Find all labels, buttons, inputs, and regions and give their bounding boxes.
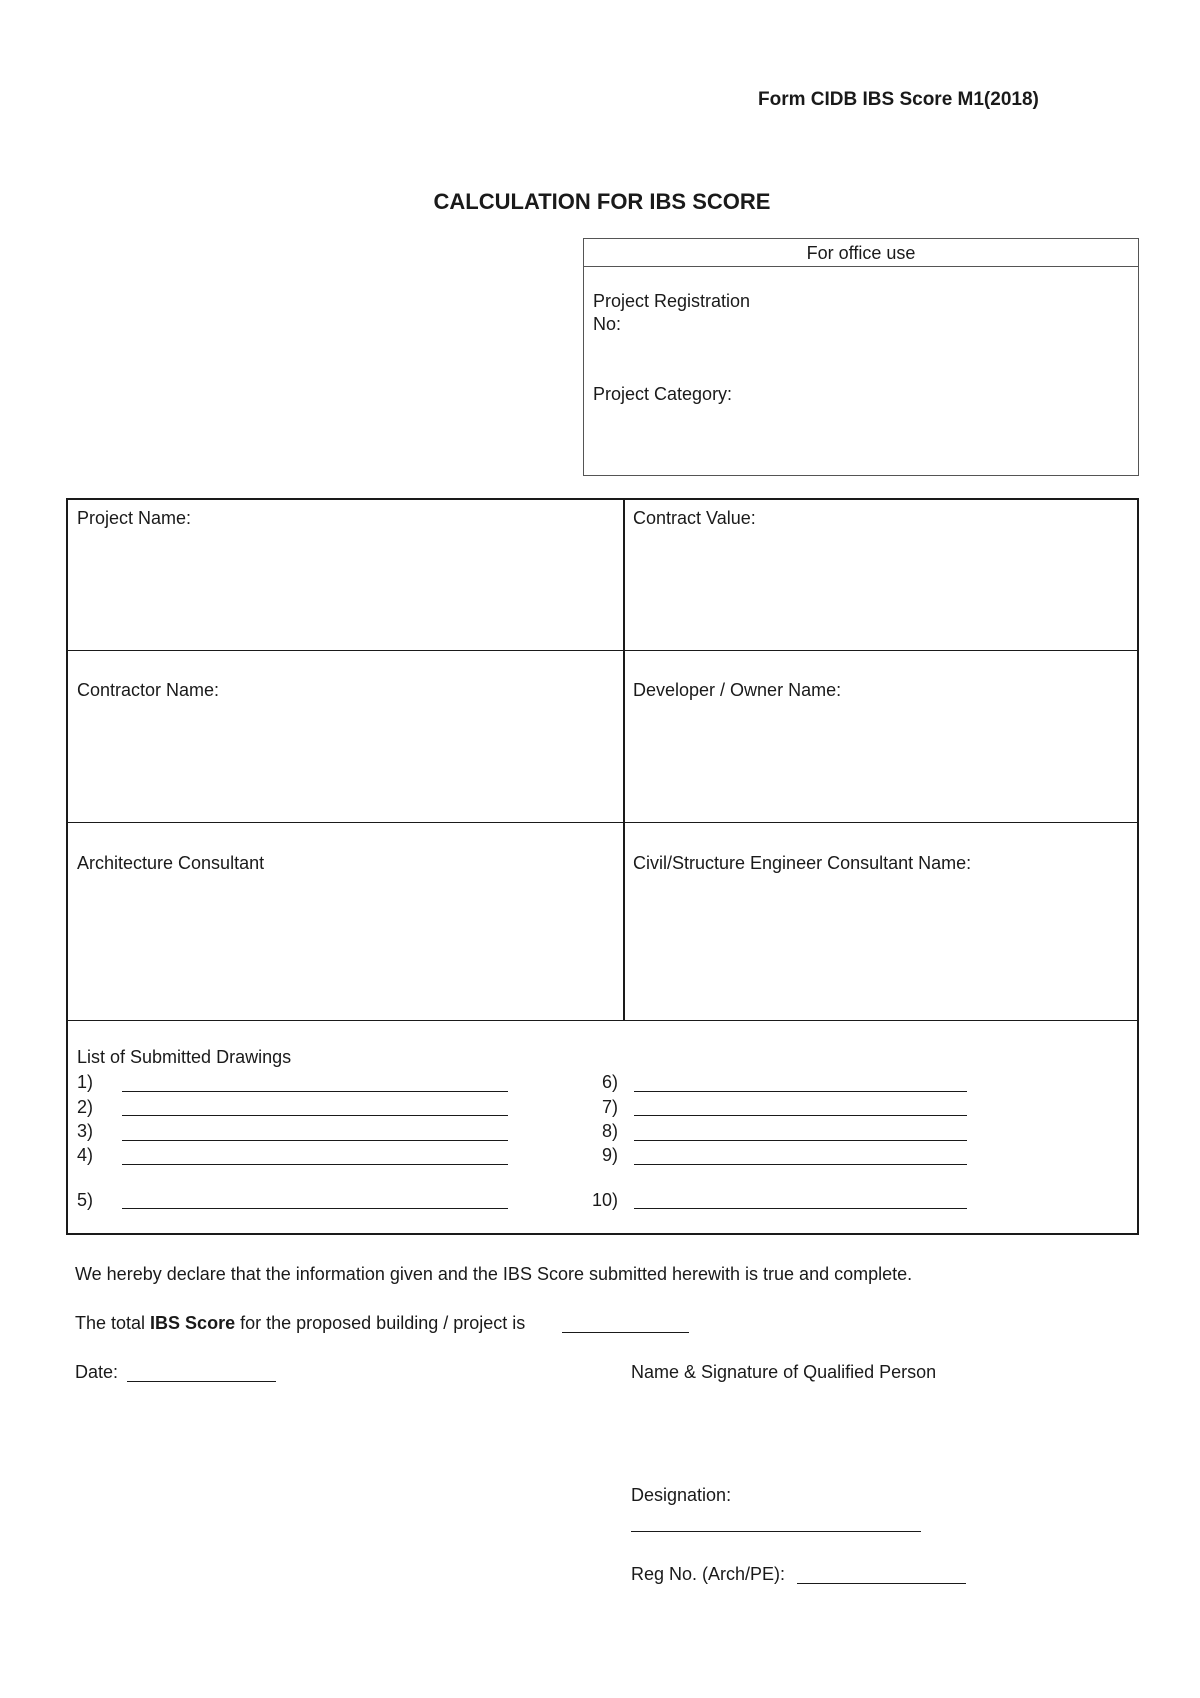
declaration-statement: We hereby declare that the information given and the IBS Score submitted herewith is true and complete. xyxy=(75,1264,913,1284)
project-registration-label: Project Registration No: xyxy=(593,291,751,334)
row-divider xyxy=(68,822,1137,823)
designation-line[interactable] xyxy=(631,1531,921,1532)
architecture-consultant-field[interactable]: Architecture Consultant xyxy=(77,853,265,873)
total-score-line[interactable] xyxy=(562,1332,689,1333)
drawing-entry-line-3[interactable] xyxy=(122,1140,508,1141)
designation-label: Designation: xyxy=(631,1485,732,1505)
project-details-table xyxy=(66,498,1139,1235)
drawing-number-9: 9) xyxy=(602,1145,619,1165)
column-divider xyxy=(623,500,625,1020)
drawing-number-1: 1) xyxy=(77,1072,94,1092)
project-name-field[interactable]: Project Name: xyxy=(77,508,192,528)
drawing-number-4: 4) xyxy=(77,1145,94,1165)
project-category-label: Project Category: xyxy=(593,384,733,404)
drawing-number-2: 2) xyxy=(77,1097,94,1117)
drawing-number-8: 8) xyxy=(602,1121,619,1141)
signature-label: Name & Signature of Qualified Person xyxy=(631,1362,937,1382)
total-score-bold: IBS Score xyxy=(150,1313,236,1333)
form-code: Form CIDB IBS Score M1(2018) xyxy=(758,89,1039,110)
drawing-entry-line-10[interactable] xyxy=(634,1208,967,1209)
engineer-consultant-field[interactable]: Civil/Structure Engineer Consultant Name: xyxy=(633,853,972,873)
drawing-entry-line-9[interactable] xyxy=(634,1164,967,1165)
drawing-entry-line-7[interactable] xyxy=(634,1115,967,1116)
drawing-number-7: 7) xyxy=(602,1097,619,1117)
date-line[interactable] xyxy=(127,1381,276,1382)
contractor-name-field[interactable]: Contractor Name: xyxy=(77,680,220,700)
drawing-entry-line-2[interactable] xyxy=(122,1115,508,1116)
drawing-number-10: 10) xyxy=(592,1190,619,1210)
drawing-number-5: 5) xyxy=(77,1190,94,1210)
drawing-entry-line-8[interactable] xyxy=(634,1140,967,1141)
drawing-number-6: 6) xyxy=(602,1072,619,1092)
office-use-box xyxy=(583,238,1139,476)
submitted-drawings-label: List of Submitted Drawings xyxy=(77,1047,292,1067)
reg-no-label: Reg No. (Arch/PE): xyxy=(631,1564,786,1584)
drawing-number-3: 3) xyxy=(77,1121,94,1141)
total-score-prefix: The total xyxy=(75,1313,151,1333)
row-divider xyxy=(68,1020,1137,1021)
date-label: Date: xyxy=(75,1362,119,1382)
drawing-entry-line-6[interactable] xyxy=(634,1091,967,1092)
office-use-heading: For office use xyxy=(584,239,1138,267)
contract-value-field[interactable]: Contract Value: xyxy=(633,508,756,528)
reg-no-line[interactable] xyxy=(797,1583,966,1584)
row-divider xyxy=(68,650,1137,651)
drawing-entry-line-1[interactable] xyxy=(122,1091,508,1092)
developer-owner-name-field[interactable]: Developer / Owner Name: xyxy=(633,680,842,700)
total-score-suffix: for the proposed building / project is xyxy=(235,1313,526,1333)
drawing-entry-line-5[interactable] xyxy=(122,1208,508,1209)
form-title: CALCULATION FOR IBS SCORE xyxy=(433,189,771,214)
drawing-entry-line-4[interactable] xyxy=(122,1164,508,1165)
total-score-statement xyxy=(75,1313,525,1334)
